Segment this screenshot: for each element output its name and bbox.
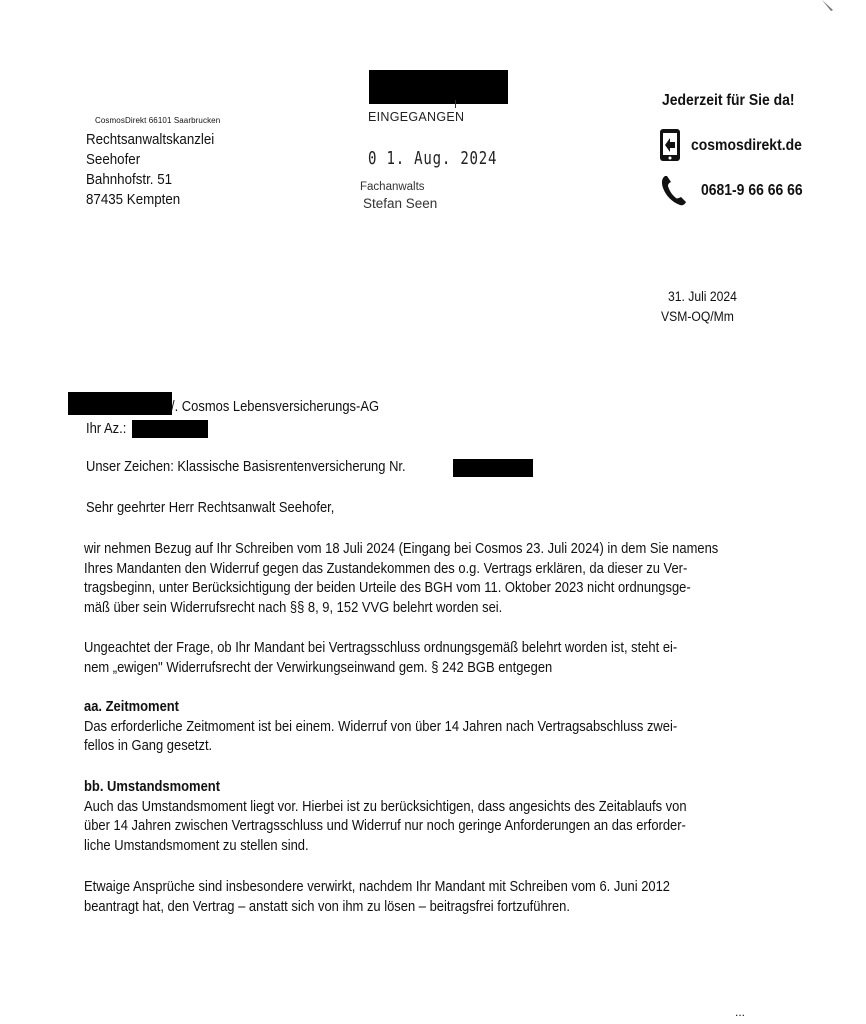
redaction-box bbox=[132, 420, 208, 438]
stamp-tick bbox=[455, 100, 456, 108]
our-reference: Unser Zeichen: Klassische Basisrentenversicherung Nr. bbox=[86, 459, 406, 475]
letter-date: 31. Juli 2024 bbox=[668, 289, 737, 304]
redaction-box bbox=[369, 70, 508, 104]
salutation: Sehr geehrter Herr Rechtsanwalt Seehofer, bbox=[86, 500, 335, 516]
received-stamp-name: Stefan Seen bbox=[363, 196, 438, 211]
paragraph-1: wir nehmen Bezug auf Ihr Schreiben vom 18 Juli 2024 (Eingang bei Cosmos 23. Juli 2024) in dem Sie namens Ihres Mandanten den Widerruf gegen das Zustandekommen des o.g. Vertrags erklären, da dieser zu Ver- tragsbeginn, unter Berücksichtigung der beiden Urteile des BGH vom 11. Oktober 2023 nicht ordnungsge- mäß über sein Widerrufsrecht nach §§ 8, 9, 152 VVG belehrt worden sei. bbox=[84, 541, 719, 616]
contact-website[interactable]: cosmosdirekt.de bbox=[691, 137, 802, 154]
recipient-line: 87435 Kempten bbox=[86, 192, 181, 208]
contact-tagline: Jederzeit für Sie da! bbox=[662, 92, 795, 109]
recipient-address bbox=[86, 130, 225, 210]
phone-icon bbox=[660, 174, 688, 206]
section-heading: aa. Zeitmoment bbox=[84, 699, 180, 715]
continuation-marker: ... bbox=[735, 1005, 746, 1019]
redaction-box bbox=[68, 392, 172, 415]
section-zeitmoment: aa. Zeitmoment Das erforderliche Zeitmoment ist bei einem. Widerruf von über 14 Jahren nach Vertragsabschluss zwei- fellos in Gang gesetzt. bbox=[84, 699, 678, 754]
received-stamp-firm: Fachanwalts bbox=[360, 181, 425, 193]
your-reference-label: Ihr Az.: bbox=[86, 421, 127, 437]
sender-return-address: CosmosDirekt 66101 Saarbrucken bbox=[95, 116, 221, 125]
letter-reference: VSM-OQ/Mm bbox=[661, 309, 734, 324]
recipient-line: Rechtsanwaltskanzlei bbox=[86, 132, 215, 148]
section-umstandsmoment: bb. Umstandsmoment Auch das Umstandsmoment liegt vor. Hierbei ist zu berücksichtigen, dass angesichts des Zeitablaufs von über 14 Jahren zwischen Vertragsschluss und Widerruf nur noch geringe Anforderungen an das erforder- liche Umstandsmoment zu stellen sind. bbox=[84, 779, 687, 854]
received-stamp-label: EINGEGANGEN bbox=[368, 110, 465, 124]
paragraph-2: Ungeachtet der Frage, ob Ihr Mandant bei Vertragsschluss ordnungsgemäß belehrt worden ist, steht ei- nem „ewigen" Widerrufsrecht der Verwirkungseinwand gem. § 242 BGB entgegen bbox=[84, 640, 678, 676]
paragraph-3: Etwaige Ansprüche sind insbesondere verwirkt, nachdem Ihr Mandant mit Schreiben vom 6. Juni 2012 beantragt hat, den Vertrag – anstatt sich von ihm zu lösen – beitragsfrei fortzuführen. bbox=[84, 879, 671, 915]
received-stamp-date: 0 1. Aug. 2024 bbox=[368, 148, 498, 169]
mobile-phone-icon bbox=[658, 128, 684, 162]
redaction-box bbox=[453, 459, 533, 477]
subject-party: /. Cosmos Lebensversicherungs-AG bbox=[171, 399, 380, 415]
contact-phone-number[interactable]: 0681-9 66 66 66 bbox=[701, 182, 803, 199]
page-corner-mark bbox=[820, 0, 834, 12]
section-heading: bb. Umstandsmoment bbox=[84, 779, 221, 795]
recipient-line: Bahnhofstr. 51 bbox=[86, 172, 173, 188]
recipient-line: Seehofer bbox=[86, 152, 141, 168]
